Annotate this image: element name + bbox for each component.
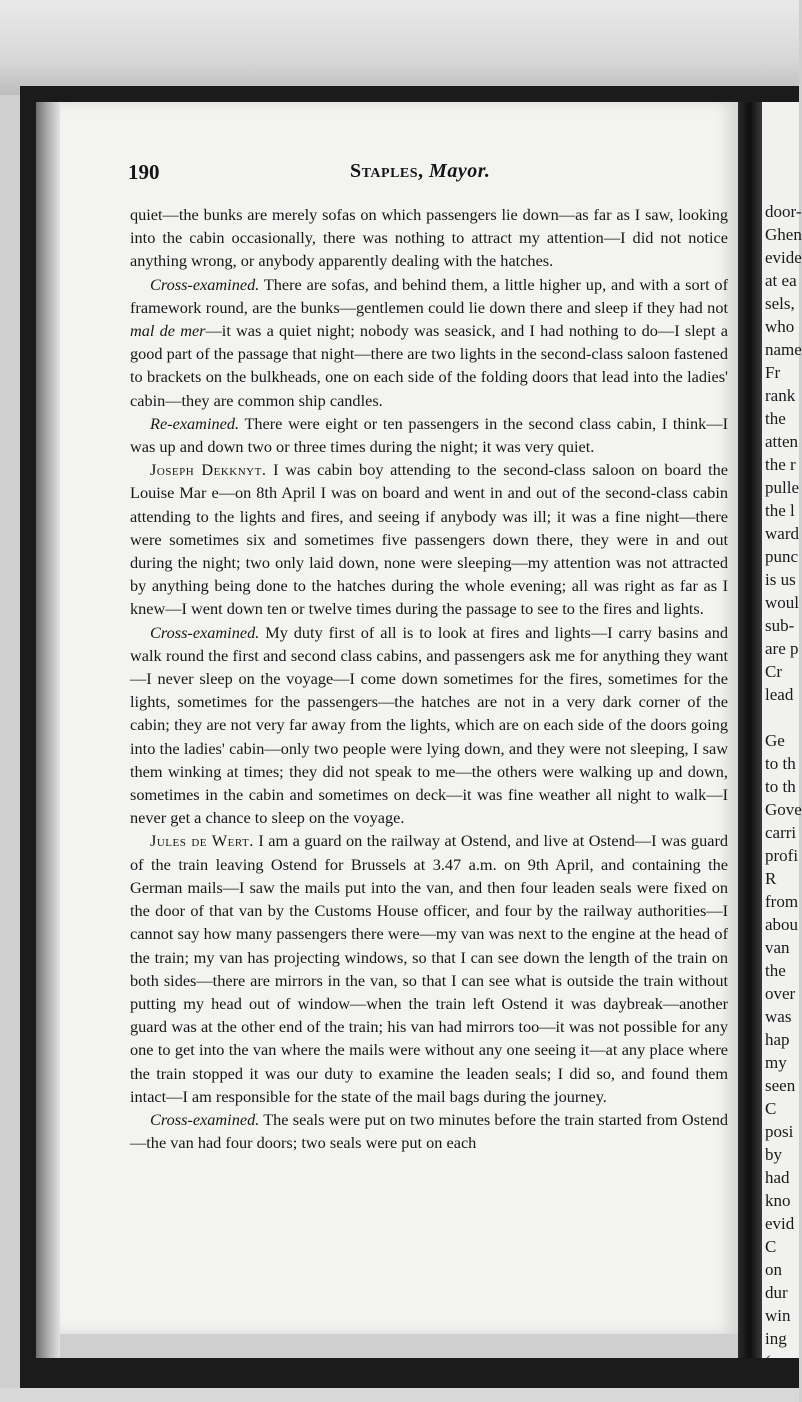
- facing-page-line: the l: [765, 501, 795, 520]
- paragraph-3-text: There were eight or ten passengers in the second class cabin, I think—I was up and down two or three times during the night; it was very quiet.: [130, 413, 729, 457]
- running-head-title: Mayor.: [429, 160, 491, 182]
- facing-page-line: evid: [765, 1214, 795, 1233]
- book-frame-left: [20, 86, 36, 1386]
- facing-page-line: Cr: [765, 662, 782, 681]
- paragraph-2: [130, 273, 728, 412]
- facing-page-line: evide: [765, 248, 802, 267]
- facing-page-line: Fr: [765, 363, 781, 382]
- facing-page-line: van: [765, 938, 790, 957]
- re-examined-label: Re-examined.: [150, 413, 240, 433]
- facing-page-line: over: [765, 984, 796, 1003]
- facing-page-line: on: [765, 1260, 782, 1279]
- facing-page-line: sub-: [765, 616, 795, 635]
- paragraph-2-italic: mal de mer: [130, 321, 206, 341]
- facing-page-line: rank: [765, 386, 796, 405]
- scan-bottom-background: [0, 1388, 799, 1402]
- facing-page-line: the: [765, 409, 786, 428]
- facing-page-line: is us: [765, 570, 796, 589]
- page-header: [128, 160, 728, 186]
- paragraph-5-text: My duty first of all is to look at fires and lights—I carry basins and walk round the first and second class cabins, and passengers ask me for anything they want—I never sleep on the voyage—I come down sometimes for the fires, sometimes for the lights, sometimes for the passengers—the hatches are not in a very dark corner of the cabin; they are not very far away from the lights, which are on each side of the doors going into the ladies' cabin—only two people were lying down, and they were not sleeping, I saw them winking at times; they did not speak to me—the others were walking up and down, sometimes in the cabin and sometimes on deck—it was fine weather all night to walk—I never get a chance to sleep on the voyage.: [130, 622, 728, 828]
- facing-page-line: atten: [765, 432, 799, 451]
- page-spine-shadow: [36, 102, 60, 1358]
- facing-page-line: kno: [765, 1191, 791, 1210]
- facing-page-line: posi: [765, 1122, 794, 1141]
- paragraph-3: [130, 412, 728, 458]
- book-frame-top: [20, 86, 799, 102]
- facing-page-line: carri: [765, 823, 797, 842]
- paragraph-1: [130, 203, 728, 273]
- facing-page-line: the: [765, 961, 786, 980]
- running-head: [350, 160, 490, 183]
- paragraph-2-text-a: There are sofas, and behind them, a little higher up, and with a sort of framework round, are the bunks—gentlemen could lie down there and sleep if they had not: [130, 274, 728, 317]
- book-gutter: [738, 102, 762, 1358]
- cross-examined-label-3: Cross-examined.: [150, 1109, 260, 1129]
- facing-page-line: my: [765, 1053, 787, 1072]
- facing-page-line: from: [765, 892, 799, 911]
- facing-page-text: [762, 200, 802, 1396]
- witness-name-dekknyt: Joseph Dekknyt.: [150, 460, 267, 480]
- paragraph-7-text: The seals were put on two minutes before the train started from Ostend—the van had four doors; two seals were put on each: [130, 1109, 728, 1153]
- facing-page-line: profi: [765, 846, 799, 865]
- facing-page-line: are p: [765, 639, 799, 658]
- running-head-name: Staples,: [350, 160, 424, 182]
- paragraph-5: [130, 621, 728, 830]
- witness-name-de-wert: Jules de Wert.: [150, 831, 254, 851]
- facing-page-line: name: [765, 340, 802, 359]
- facing-page-line: abou: [765, 915, 799, 934]
- facing-page-line: to th: [765, 754, 796, 773]
- facing-page-line: Gove: [765, 800, 802, 819]
- cross-examined-label-2: Cross-examined.: [150, 622, 260, 642]
- facing-page-line: ward: [765, 524, 799, 543]
- facing-page-line: win: [765, 1306, 791, 1325]
- facing-page-line: [762, 706, 802, 729]
- facing-page-line: sels,: [765, 294, 795, 313]
- facing-page-line: R: [765, 869, 777, 888]
- paragraph-4-text: I was cabin boy attending to the second-class saloon on board the Louise Mar e—on 8th April I was on board and went in and out of the second-class cabin attending to the lights and fires, and seeing if anybody was ill; it was a fine night—there were sometimes six and sometimes five passengers down there, they were in and out during the night; two only laid down, none were sleeping—my attention was not attracted by anything being done to the hatches during the whole evening; all was right as far as I knew—I went down ten or twelve times during the passage to see to the fires and lights.: [130, 460, 728, 619]
- facing-page-line: hap: [765, 1030, 790, 1049]
- facing-page-line: to th: [765, 777, 796, 796]
- facing-page-line: door-: [765, 202, 802, 221]
- facing-page-line: C: [765, 1237, 777, 1256]
- facing-page-line: pulle: [765, 478, 799, 497]
- paragraph-6: [130, 829, 728, 1107]
- facing-page-edge: [762, 102, 802, 1358]
- facing-page-line: punc: [765, 547, 799, 566]
- paragraph-7: [130, 1108, 728, 1154]
- paragraph-1-text: quiet—the bunks are merely sofas on which passengers lie down—as far as I saw, looking into the cabin occasionally, there was nothing to attract my attention—I did not notice anything wrong, or anybody apparently dealing with the hatches.: [130, 205, 728, 271]
- facing-page-line: ing: [765, 1329, 787, 1348]
- paragraph-2-text-b: —it was a quiet night; nobody was seasick, and I had nothing to do—I slept a good part of the passage that night—there are two lights in the second-class saloon fastened to brackets on the bulkheads, one on each side of the folding doors that lead into the ladies' cabin—they are common ship candles.: [130, 321, 728, 410]
- page-number: 190: [128, 160, 160, 184]
- facing-page-line: C: [765, 1099, 777, 1118]
- scan-top-background: [0, 0, 799, 95]
- facing-page-line: who: [765, 317, 795, 336]
- facing-page-line: lead: [765, 685, 794, 704]
- paragraph-4: [130, 458, 728, 620]
- facing-page-line: woul: [765, 593, 799, 612]
- facing-page-line: was: [765, 1007, 792, 1026]
- facing-page-line: Ghen: [765, 225, 802, 244]
- facing-page-line: at ea: [765, 271, 797, 290]
- facing-page-line: Ge: [765, 731, 785, 750]
- facing-page-line: the r: [765, 455, 796, 474]
- cross-examined-label: Cross-examined.: [150, 274, 260, 294]
- facing-page-line: seen: [765, 1076, 796, 1095]
- facing-page-line: had: [765, 1168, 790, 1187]
- paragraph-6-text: I am a guard on the railway at Ostend, and live at Ostend—I was guard of the train leaving Ostend for Brussels at 3.47 a.m. on 9th April, and containing the German mails—I saw the mails put into the van, and then four leaden seals were fixed on the door of that van by the Customs House officer, and four by the railway authorities—I cannot say how many passengers there were—my van was next to the engine at the head of the train; my van has projecting windows, so that I can see down the length of the train on both sides—there are mirrors in the van, so that I can see what is outside the train without putting my head out of window—when the train left Ostend it was daybreak—another guard was at the other end of the train; his van had mirrors too—it was not possible for any one to get into the van where the mails were without any one seeing it—at any place where the train stopped it was our duty to examine the leaden seals; I did so, and found them intact—I am responsible for the state of the mail bags during the journey.: [130, 831, 729, 1106]
- facing-page-line: by: [765, 1145, 782, 1164]
- book-frame-bottom: [20, 1358, 799, 1388]
- body-text: [130, 203, 728, 1154]
- facing-page-line: dur: [765, 1283, 788, 1302]
